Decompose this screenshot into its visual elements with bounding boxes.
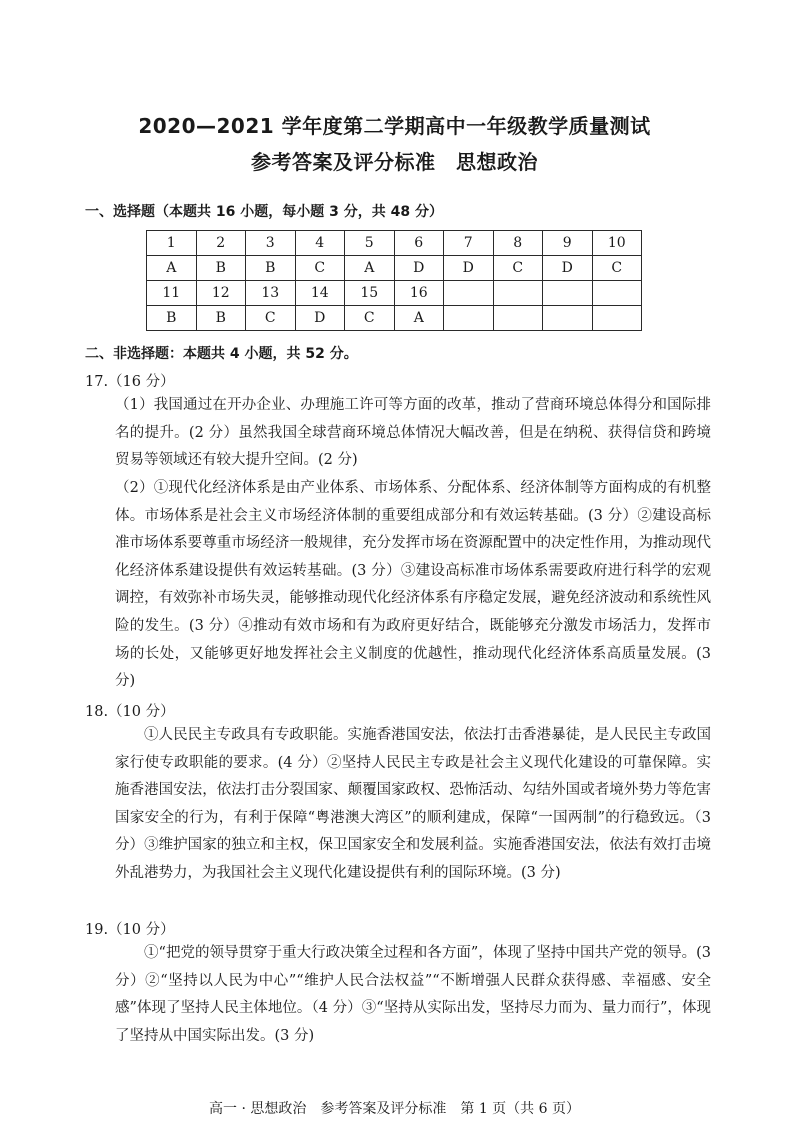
question-number-cell: 16 bbox=[394, 281, 444, 306]
answer-cell: C bbox=[345, 306, 395, 331]
page-footer: 高一 · 思想政治 参考答案及评分标准 第 1 页（共 6 页） bbox=[209, 1101, 580, 1117]
table-row-question-numbers bbox=[147, 231, 642, 256]
question-number-cell bbox=[543, 281, 593, 306]
answer-cell bbox=[444, 306, 494, 331]
question-18-answer: ①人民民主专政具有专政职能。实施香港国安法，依法打击香港暴徒，是人民民主专政国家行使专政职能的要求。(4 分）②坚持人民民主专政是社会主义现代化建设的可靠保障。实施香港国安法，依法打击分裂国家、颠覆国家政权、恐怖活动、勾结外国或者境外势力等危害国家安全的行为，有利于保障“粤港澳大湾区”的顺利建成，保障“一国两制”的行稳致远。（3 分）③维护国家的独立和主权，保卫国家安全和发展利益。实施香港国安法，依法有效打击境外乱港势力，为我国社会主义现代化建设提供有利的国际环境。(3 分) bbox=[115, 727, 711, 881]
question-17-part-1: （1）我国通过在开办企业、办理施工许可等方面的改革，推动了营商环境总体得分和国际排名的提升。(2 分）虽然我国全球营商环境总体情况大幅改善，但是在纳税、获得信贷和跨境贸易等领域还有较大提升空间。(2 分) bbox=[115, 397, 711, 469]
question-number-cell bbox=[493, 281, 543, 306]
section-heading-multiple-choice: 一、选择题（本题共 16 小题，每小题 3 分，共 48 分） bbox=[85, 204, 443, 220]
question-number-cell: 7 bbox=[444, 231, 494, 256]
question-19-answer: ①“把党的领导贯穿于重大行政决策全过程和各方面”，体现了坚持中国共产党的领导。(3 分）②“坚持以人民为中心”“维护人民合法权益”“不断增强人民群众获得感、幸福感、安全感”体现了坚持人民主体地位。（4 分）③“坚持从实际出发，坚持尽力而为、量力而行”，体现了坚持从中国实际出发。(3 分) bbox=[115, 945, 711, 1044]
question-17-part-2: （2）①现代化经济体系是由产业体系、市场体系、分配体系、经济体制等方面构成的有机整体。市场体系是社会主义市场经济体制的重要组成部分和有效运转基础。(3 分）②建设高标准市场体系要尊重市场经济一般规律，充分发挥市场在资源配置中的决定性作用，为推动现代化经济体系建设提供有效运转基础。(3 分）③建设高标准市场体系需要政府进行科学的宏观调控，有效弥补市场失灵，能够推动现代化经济体系有序稳定发展，避免经济波动和系统性风险的发生。(3 分）④推动有效市场和有为政府更好结合，既能够充分激发市场活力，发挥市场的长处，又能够更好地发挥社会主义制度的优越性，推动现代化经济体系高质量发展。(3 分) bbox=[115, 480, 711, 690]
answer-cell bbox=[592, 306, 642, 331]
question-number-cell bbox=[592, 281, 642, 306]
section-heading-free-response: 二、非选择题：本题共 4 小题，共 52 分。 bbox=[85, 346, 358, 362]
answer-cell: A bbox=[345, 256, 395, 281]
answer-cell bbox=[493, 306, 543, 331]
question-number-cell: 12 bbox=[196, 281, 246, 306]
answer-cell: D bbox=[543, 256, 593, 281]
table-row-answers bbox=[147, 306, 642, 331]
page-subtitle: 参考答案及评分标准 思想政治 bbox=[251, 150, 538, 174]
question-18-number: 18.（10 分） bbox=[85, 704, 175, 720]
question-number-cell: 6 bbox=[394, 231, 444, 256]
question-number-cell: 4 bbox=[295, 231, 345, 256]
answer-cell: C bbox=[295, 256, 345, 281]
table-row-question-numbers bbox=[147, 281, 642, 306]
answer-cell: A bbox=[394, 306, 444, 331]
question-number-cell: 14 bbox=[295, 281, 345, 306]
answer-cell: D bbox=[444, 256, 494, 281]
table-row-answers bbox=[147, 256, 642, 281]
answer-cell: D bbox=[295, 306, 345, 331]
answer-cell: D bbox=[394, 256, 444, 281]
question-number-cell: 13 bbox=[246, 281, 296, 306]
answer-cell: A bbox=[147, 256, 197, 281]
answer-cell: B bbox=[196, 256, 246, 281]
question-number-cell: 2 bbox=[196, 231, 246, 256]
question-number-cell: 11 bbox=[147, 281, 197, 306]
question-number-cell: 8 bbox=[493, 231, 543, 256]
answer-cell: C bbox=[493, 256, 543, 281]
answer-cell: B bbox=[196, 306, 246, 331]
question-number-cell bbox=[444, 281, 494, 306]
answer-cell bbox=[543, 306, 593, 331]
question-17-number: 17.（16 分） bbox=[85, 374, 175, 390]
answer-cell: C bbox=[592, 256, 642, 281]
question-number-cell: 10 bbox=[592, 231, 642, 256]
question-number-cell: 1 bbox=[147, 231, 197, 256]
question-number-cell: 15 bbox=[345, 281, 395, 306]
page-title: 2020—2021 学年度第二学期高中一年级教学质量测试 bbox=[138, 114, 651, 138]
answer-cell: B bbox=[147, 306, 197, 331]
question-19-number: 19.（10 分） bbox=[85, 922, 175, 938]
question-number-cell: 3 bbox=[246, 231, 296, 256]
answer-cell: B bbox=[246, 256, 296, 281]
question-number-cell: 9 bbox=[543, 231, 593, 256]
answer-table bbox=[146, 230, 642, 331]
answer-cell: C bbox=[246, 306, 296, 331]
question-number-cell: 5 bbox=[345, 231, 395, 256]
